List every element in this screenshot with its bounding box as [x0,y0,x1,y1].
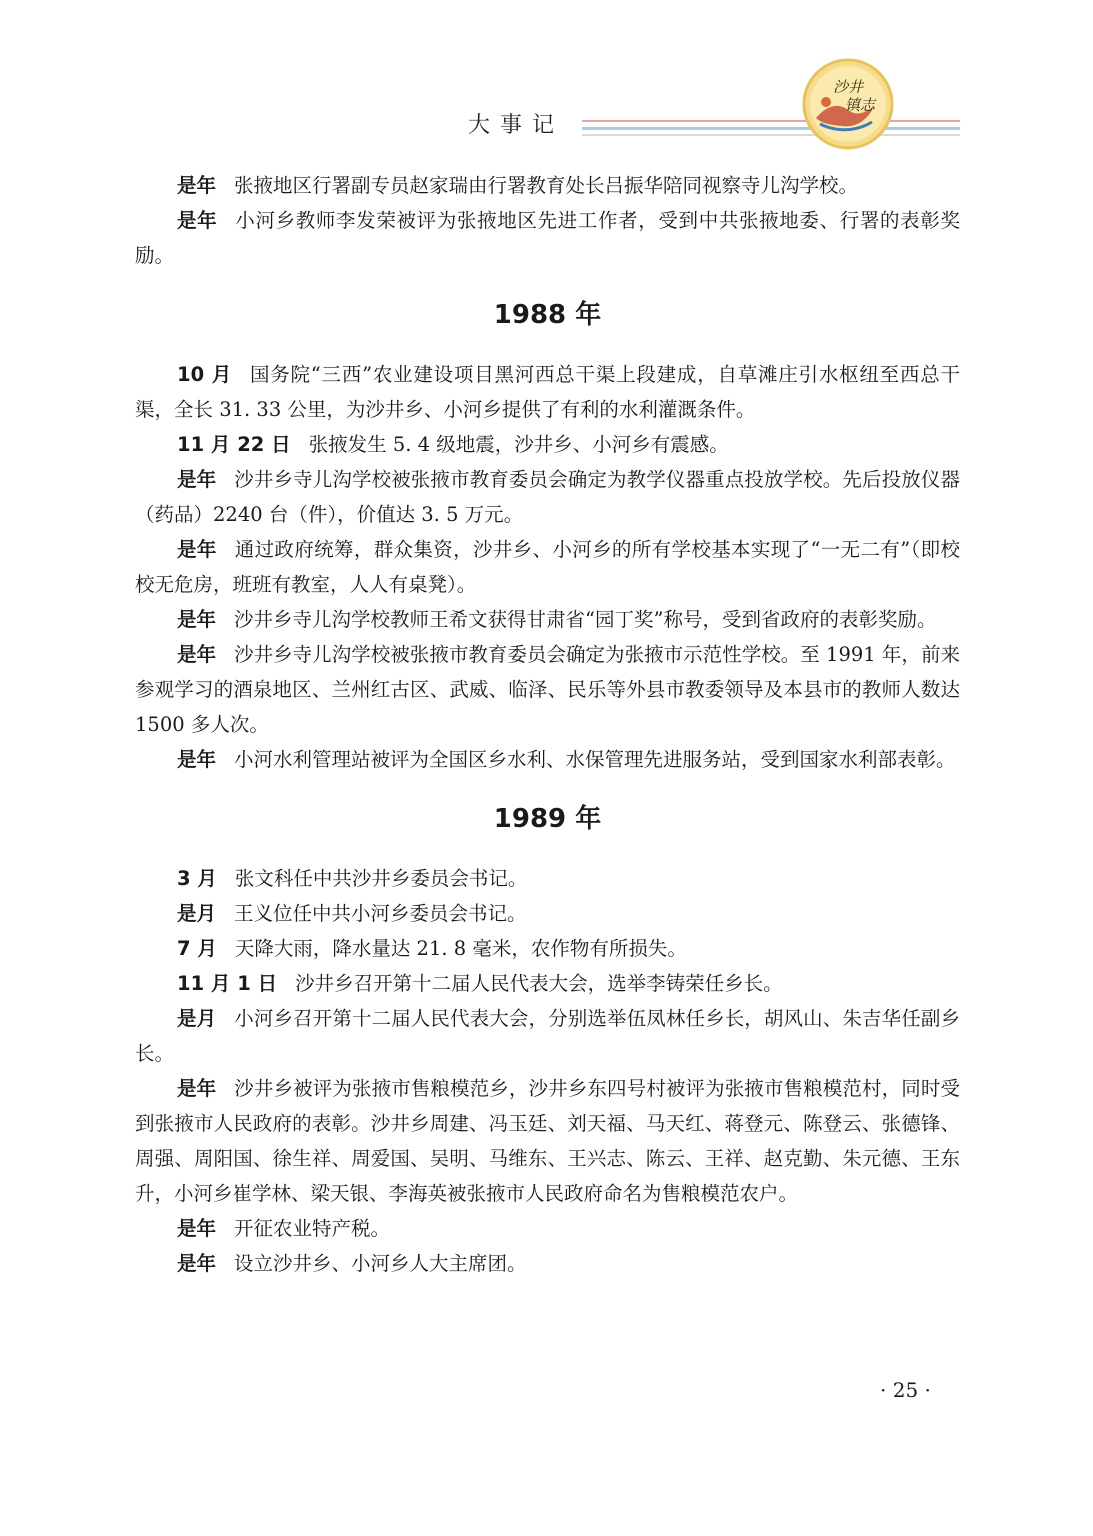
svg-text:镇志: 镇志 [844,96,876,114]
entry-text: 天降大雨，降水量达 21. 8 毫米，农作物有所损失。 [234,937,687,960]
entry-label: 是年 [177,1077,217,1100]
entry-text: 沙井乡寺儿沟学校教师王希文获得甘肃省“园丁奖”称号，受到省政府的表彰奖励。 [234,608,937,631]
entry-label: 是年 [177,468,217,491]
entry-text: 王义位任中共小河乡委员会书记。 [234,902,527,925]
entry-text: 开征农业特产税。 [234,1217,391,1240]
entry-label: 是年 [177,608,217,631]
entry-text: 沙井乡召开第十二届人民代表大会，选举李铸荣任乡长。 [295,972,783,995]
entry [135,1001,960,1071]
entry [135,427,960,462]
entry [135,1246,960,1281]
entry-text: 张掖地区行署副专员赵家瑞由行署教育处长吕振华陪同视察寺儿沟学校。 [234,174,859,197]
header-rule-red [582,120,960,122]
entry-text: 通过政府统筹，群众集资，沙井乡、小河乡的所有学校基本实现了“一无二有”（即校校无危房，班班有教室，人人有桌凳）。 [135,538,960,596]
entry [135,203,960,273]
entry-label: 11 月 1 日 [177,972,278,995]
entry-text: 国务院“三西”农业建设项目黑河西总干渠上段建成，自草滩庄引水枢纽至西总干渠，全长 31. 33 公里，为沙井乡、小河乡提供了有利的水利灌溉条件。 [135,363,960,421]
entry-label: 是年 [177,643,217,666]
entry [135,462,960,532]
entry [135,168,960,203]
header-rule-gray [582,134,960,136]
entry-label: 3 月 [177,867,217,890]
entry-text: 小河乡教师李发荣被评为张掖地区先进工作者，受到中共张掖地委、行署的表彰奖励。 [135,209,960,267]
header-rule-blue [582,127,960,130]
entry [135,861,960,896]
entry-label: 是年 [177,174,217,197]
entry-label: 是年 [177,1217,217,1240]
entries-1987 [135,168,960,273]
entry [135,637,960,742]
page-number: · 25 · [880,1378,931,1402]
svg-text:沙井: 沙井 [832,78,864,96]
entry-text: 设立沙井乡、小河乡人大主席团。 [234,1252,527,1275]
entries-1988 [135,357,960,777]
entry-label: 是月 [177,902,217,925]
entry-label: 11 月 22 日 [177,433,291,456]
entry-label: 是年 [177,1252,217,1275]
entry [135,532,960,602]
page-content [135,168,960,1281]
entry-text: 沙井乡寺儿沟学校被张掖市教育委员会确定为教学仪器重点投放学校。先后投放仪器（药品）2240 台（件），价值达 3. 5 万元。 [135,468,960,526]
entry-label: 是月 [177,1007,217,1030]
entry [135,931,960,966]
entry-label: 是年 [177,748,217,771]
entry-text: 小河乡召开第十二届人民代表大会，分别选举伍凤林任乡长，胡风山、朱吉华任副乡长。 [135,1007,960,1065]
entry-label: 10 月 [177,363,232,386]
entry-label: 是年 [177,538,217,561]
section-title: 大事记 [468,113,565,138]
entry [135,357,960,427]
entry [135,966,960,1001]
entry-text: 沙井乡寺儿沟学校被张掖市教育委员会确定为张掖市示范性学校。至 1991 年，前来参观学习的酒泉地区、兰州红古区、武威、临泽、民乐等外县市教委领导及本县市的教师人数达 1500 多人次。 [135,643,960,736]
book-seal-logo [802,58,894,150]
entry-text: 张掖发生 5. 4 级地震，沙井乡、小河乡有震感。 [308,433,729,456]
entry-label: 是年 [177,209,218,232]
entry-text: 张文科任中共沙井乡委员会书记。 [234,867,528,890]
entry-text: 小河水利管理站被评为全国区乡水利、水保管理先进服务站，受到国家水利部表彰。 [234,748,956,771]
entry [135,1071,960,1211]
year-heading-1989: 1989 年 [493,804,602,834]
entry [135,602,960,637]
year-heading-1988: 1988 年 [493,300,602,330]
entry [135,1211,960,1246]
entry [135,742,960,777]
entries-1989 [135,861,960,1281]
entry-text: 沙井乡被评为张掖市售粮模范乡，沙井乡东四号村被评为张掖市售粮模范村，同时受到张掖市人民政府的表彰。沙井乡周建、冯玉廷、刘天福、马天红、蒋登元、陈登云、张德锋、周强、周阳国、徐生祥、周爱国、吴明、马维东、王兴志、陈云、王祥、赵克勤、朱元德、王东升，小河乡崔学林、梁天银、李海英被张掖市人民政府命名为售粮模范农户。 [135,1077,960,1205]
entry-label: 7 月 [177,937,217,960]
entry [135,896,960,931]
